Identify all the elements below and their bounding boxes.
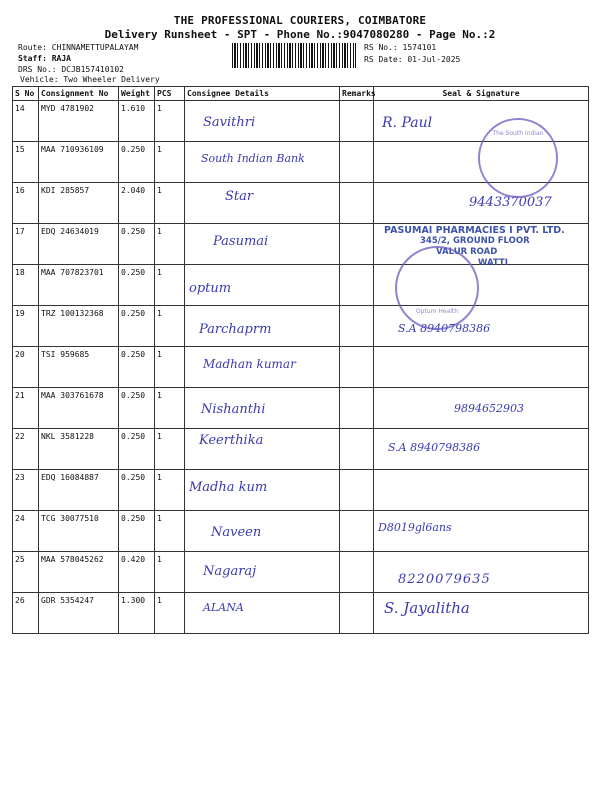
consignment-cell: MAA 710936109 — [39, 142, 119, 183]
consignment-cell: MAA 578045262 — [39, 552, 119, 593]
consignee-cell — [185, 183, 340, 224]
weight-cell: 0.250 — [119, 347, 155, 388]
consignee-handwriting: Parchaprm — [199, 322, 272, 337]
signature-cell — [374, 347, 589, 388]
runsheet-info-right — [364, 42, 460, 66]
signature-handwriting: 9894652903 — [454, 402, 524, 415]
consignment-cell: MYD 4781902 — [39, 101, 119, 142]
col-remarks: Remarks — [340, 87, 374, 101]
table-row — [13, 511, 589, 552]
consignment-cell: EDQ 24634019 — [39, 224, 119, 265]
weight-cell: 0.250 — [119, 388, 155, 429]
pcs-cell: 1 — [155, 183, 185, 224]
remarks-cell — [340, 511, 374, 552]
signature-cell — [374, 388, 589, 429]
stamp-text: The South Indian — [492, 130, 544, 137]
weight-cell: 2.040 — [119, 183, 155, 224]
consignee-cell — [185, 224, 340, 265]
consignee-handwriting: Madhan kumar — [203, 357, 296, 371]
consignee-handwriting: South Indian Bank — [201, 152, 305, 165]
signature-handwriting: S. Jayalitha — [384, 599, 470, 617]
weight-cell: 0.250 — [119, 224, 155, 265]
optum-stamp — [395, 246, 479, 330]
south-indian-bank-stamp — [478, 118, 558, 198]
runsheet-info-left — [18, 42, 138, 75]
consignee-cell — [185, 142, 340, 183]
remarks-cell — [340, 593, 374, 634]
weight-cell: 1.610 — [119, 101, 155, 142]
sno-cell: 26 — [13, 593, 39, 634]
signature-handwriting: R. Paul — [382, 115, 433, 131]
vehicle-text: Vehicle: Two Wheeler Delivery — [20, 75, 160, 84]
runsheet-title: Delivery Runsheet - SPT - Phone No.:9047080280 - Page No.:2 — [104, 28, 496, 41]
consignment-cell: MAA 707823701 — [39, 265, 119, 306]
consignee-handwriting: ALANA — [203, 601, 244, 614]
col-sno: S No — [13, 87, 39, 101]
col-weight: Weight — [119, 87, 155, 101]
table-row — [13, 429, 589, 470]
signature-cell — [374, 552, 589, 593]
table-row — [13, 593, 589, 634]
remarks-cell — [340, 224, 374, 265]
signature-handwriting: S.A 8940798386 — [388, 441, 481, 454]
consignee-handwriting: Keerthika — [199, 433, 264, 448]
pcs-cell: 1 — [155, 347, 185, 388]
remarks-cell — [340, 470, 374, 511]
consignee-handwriting: optum — [189, 281, 232, 296]
stamp-line: VALUR ROAD — [436, 247, 498, 257]
pcs-cell: 1 — [155, 470, 185, 511]
consignee-cell — [185, 388, 340, 429]
remarks-cell — [340, 306, 374, 347]
signature-handwriting: 9443370037 — [469, 195, 552, 210]
signature-cell — [374, 470, 589, 511]
barcode — [232, 43, 356, 68]
consignee-cell — [185, 306, 340, 347]
weight-cell: 0.250 — [119, 306, 155, 347]
remarks-cell — [340, 552, 374, 593]
consignee-handwriting: Nagaraj — [203, 564, 257, 579]
stamp-line: 345/2, GROUND FLOOR — [420, 236, 530, 246]
stamp-line: PASUMAI PHARMACIES I PVT. LTD. — [384, 225, 565, 236]
weight-cell: 0.250 — [119, 511, 155, 552]
consignee-handwriting: Nishanthi — [201, 402, 266, 417]
rs-date: RS Date: 01-Jul-2025 — [364, 55, 461, 64]
remarks-cell — [340, 429, 374, 470]
consignee-cell — [185, 552, 340, 593]
col-pcs: PCS — [155, 87, 185, 101]
remarks-cell — [340, 101, 374, 142]
pcs-cell: 1 — [155, 306, 185, 347]
sno-cell: 19 — [13, 306, 39, 347]
weight-cell: 0.250 — [119, 142, 155, 183]
col-seal: Seal & Signature — [374, 87, 589, 101]
pcs-cell: 1 — [155, 388, 185, 429]
signature-handwriting: D8019gl6ans — [378, 521, 452, 534]
consignment-cell: EDQ 16084887 — [39, 470, 119, 511]
staff-text: Staff: RAJA — [18, 54, 71, 63]
sno-cell: 20 — [13, 347, 39, 388]
signature-cell — [374, 429, 589, 470]
pcs-cell: 1 — [155, 511, 185, 552]
route-text: Route: CHINNAMETTUPALAYAM — [18, 43, 139, 52]
table-row — [13, 265, 589, 306]
sno-cell: 25 — [13, 552, 39, 593]
stamp-line: WATTI — [478, 258, 508, 268]
consignee-handwriting: Madha kum — [189, 480, 268, 495]
sno-cell: 21 — [13, 388, 39, 429]
consignee-handwriting: Star — [225, 189, 254, 204]
sno-cell: 15 — [13, 142, 39, 183]
signature-cell — [374, 593, 589, 634]
weight-cell: 0.250 — [119, 470, 155, 511]
table-row — [13, 388, 589, 429]
consignment-cell: TSI 959685 — [39, 347, 119, 388]
sno-cell: 24 — [13, 511, 39, 552]
consignee-cell — [185, 101, 340, 142]
weight-cell: 0.250 — [119, 265, 155, 306]
signature-handwriting: 8220079635 — [398, 572, 491, 587]
consignee-handwriting: Naveen — [211, 525, 262, 540]
consignee-handwriting: Pasumai — [213, 234, 269, 249]
table-header-row — [13, 87, 589, 101]
pcs-cell: 1 — [155, 265, 185, 306]
table-row — [13, 306, 589, 347]
drs-number: DRS No.: DCJB157410102 — [18, 65, 124, 74]
col-consignment: Consignment No — [39, 87, 119, 101]
weight-cell: 0.250 — [119, 429, 155, 470]
consignment-cell: TRZ 100132368 — [39, 306, 119, 347]
weight-cell: 1.300 — [119, 593, 155, 634]
consignment-cell: KDI 285857 — [39, 183, 119, 224]
consignment-cell: TCG 30077510 — [39, 511, 119, 552]
stamp-text: Optum Health — [415, 308, 459, 315]
signature-handwriting: S.A 8940798386 — [398, 322, 491, 335]
remarks-cell — [340, 183, 374, 224]
pcs-cell: 1 — [155, 224, 185, 265]
consignee-cell — [185, 265, 340, 306]
sno-cell: 22 — [13, 429, 39, 470]
sno-cell: 23 — [13, 470, 39, 511]
pcs-cell: 1 — [155, 101, 185, 142]
consignee-cell — [185, 511, 340, 552]
sno-cell: 14 — [13, 101, 39, 142]
signature-cell — [374, 511, 589, 552]
remarks-cell — [340, 347, 374, 388]
sno-cell: 18 — [13, 265, 39, 306]
consignee-cell — [185, 429, 340, 470]
remarks-cell — [340, 142, 374, 183]
pcs-cell: 1 — [155, 142, 185, 183]
remarks-cell — [340, 388, 374, 429]
consignee-cell — [185, 593, 340, 634]
company-title: THE PROFESSIONAL COURIERS, COIMBATORE — [173, 14, 427, 27]
sno-cell: 17 — [13, 224, 39, 265]
sno-cell: 16 — [13, 183, 39, 224]
table-row — [13, 470, 589, 511]
signature-cell — [374, 183, 589, 224]
table-row — [13, 347, 589, 388]
table-row — [13, 552, 589, 593]
consignment-cell: NKL 3581228 — [39, 429, 119, 470]
consignment-cell: GDR 5354247 — [39, 593, 119, 634]
consignee-cell — [185, 347, 340, 388]
weight-cell: 0.420 — [119, 552, 155, 593]
consignee-cell — [185, 470, 340, 511]
consignee-handwriting: Savithri — [203, 115, 256, 130]
col-consignee: Consignee Details — [185, 87, 340, 101]
pcs-cell: 1 — [155, 593, 185, 634]
pcs-cell: 1 — [155, 429, 185, 470]
remarks-cell — [340, 265, 374, 306]
pcs-cell: 1 — [155, 552, 185, 593]
rs-number: RS No.: 1574101 — [364, 43, 437, 52]
consignment-cell: MAA 303761678 — [39, 388, 119, 429]
